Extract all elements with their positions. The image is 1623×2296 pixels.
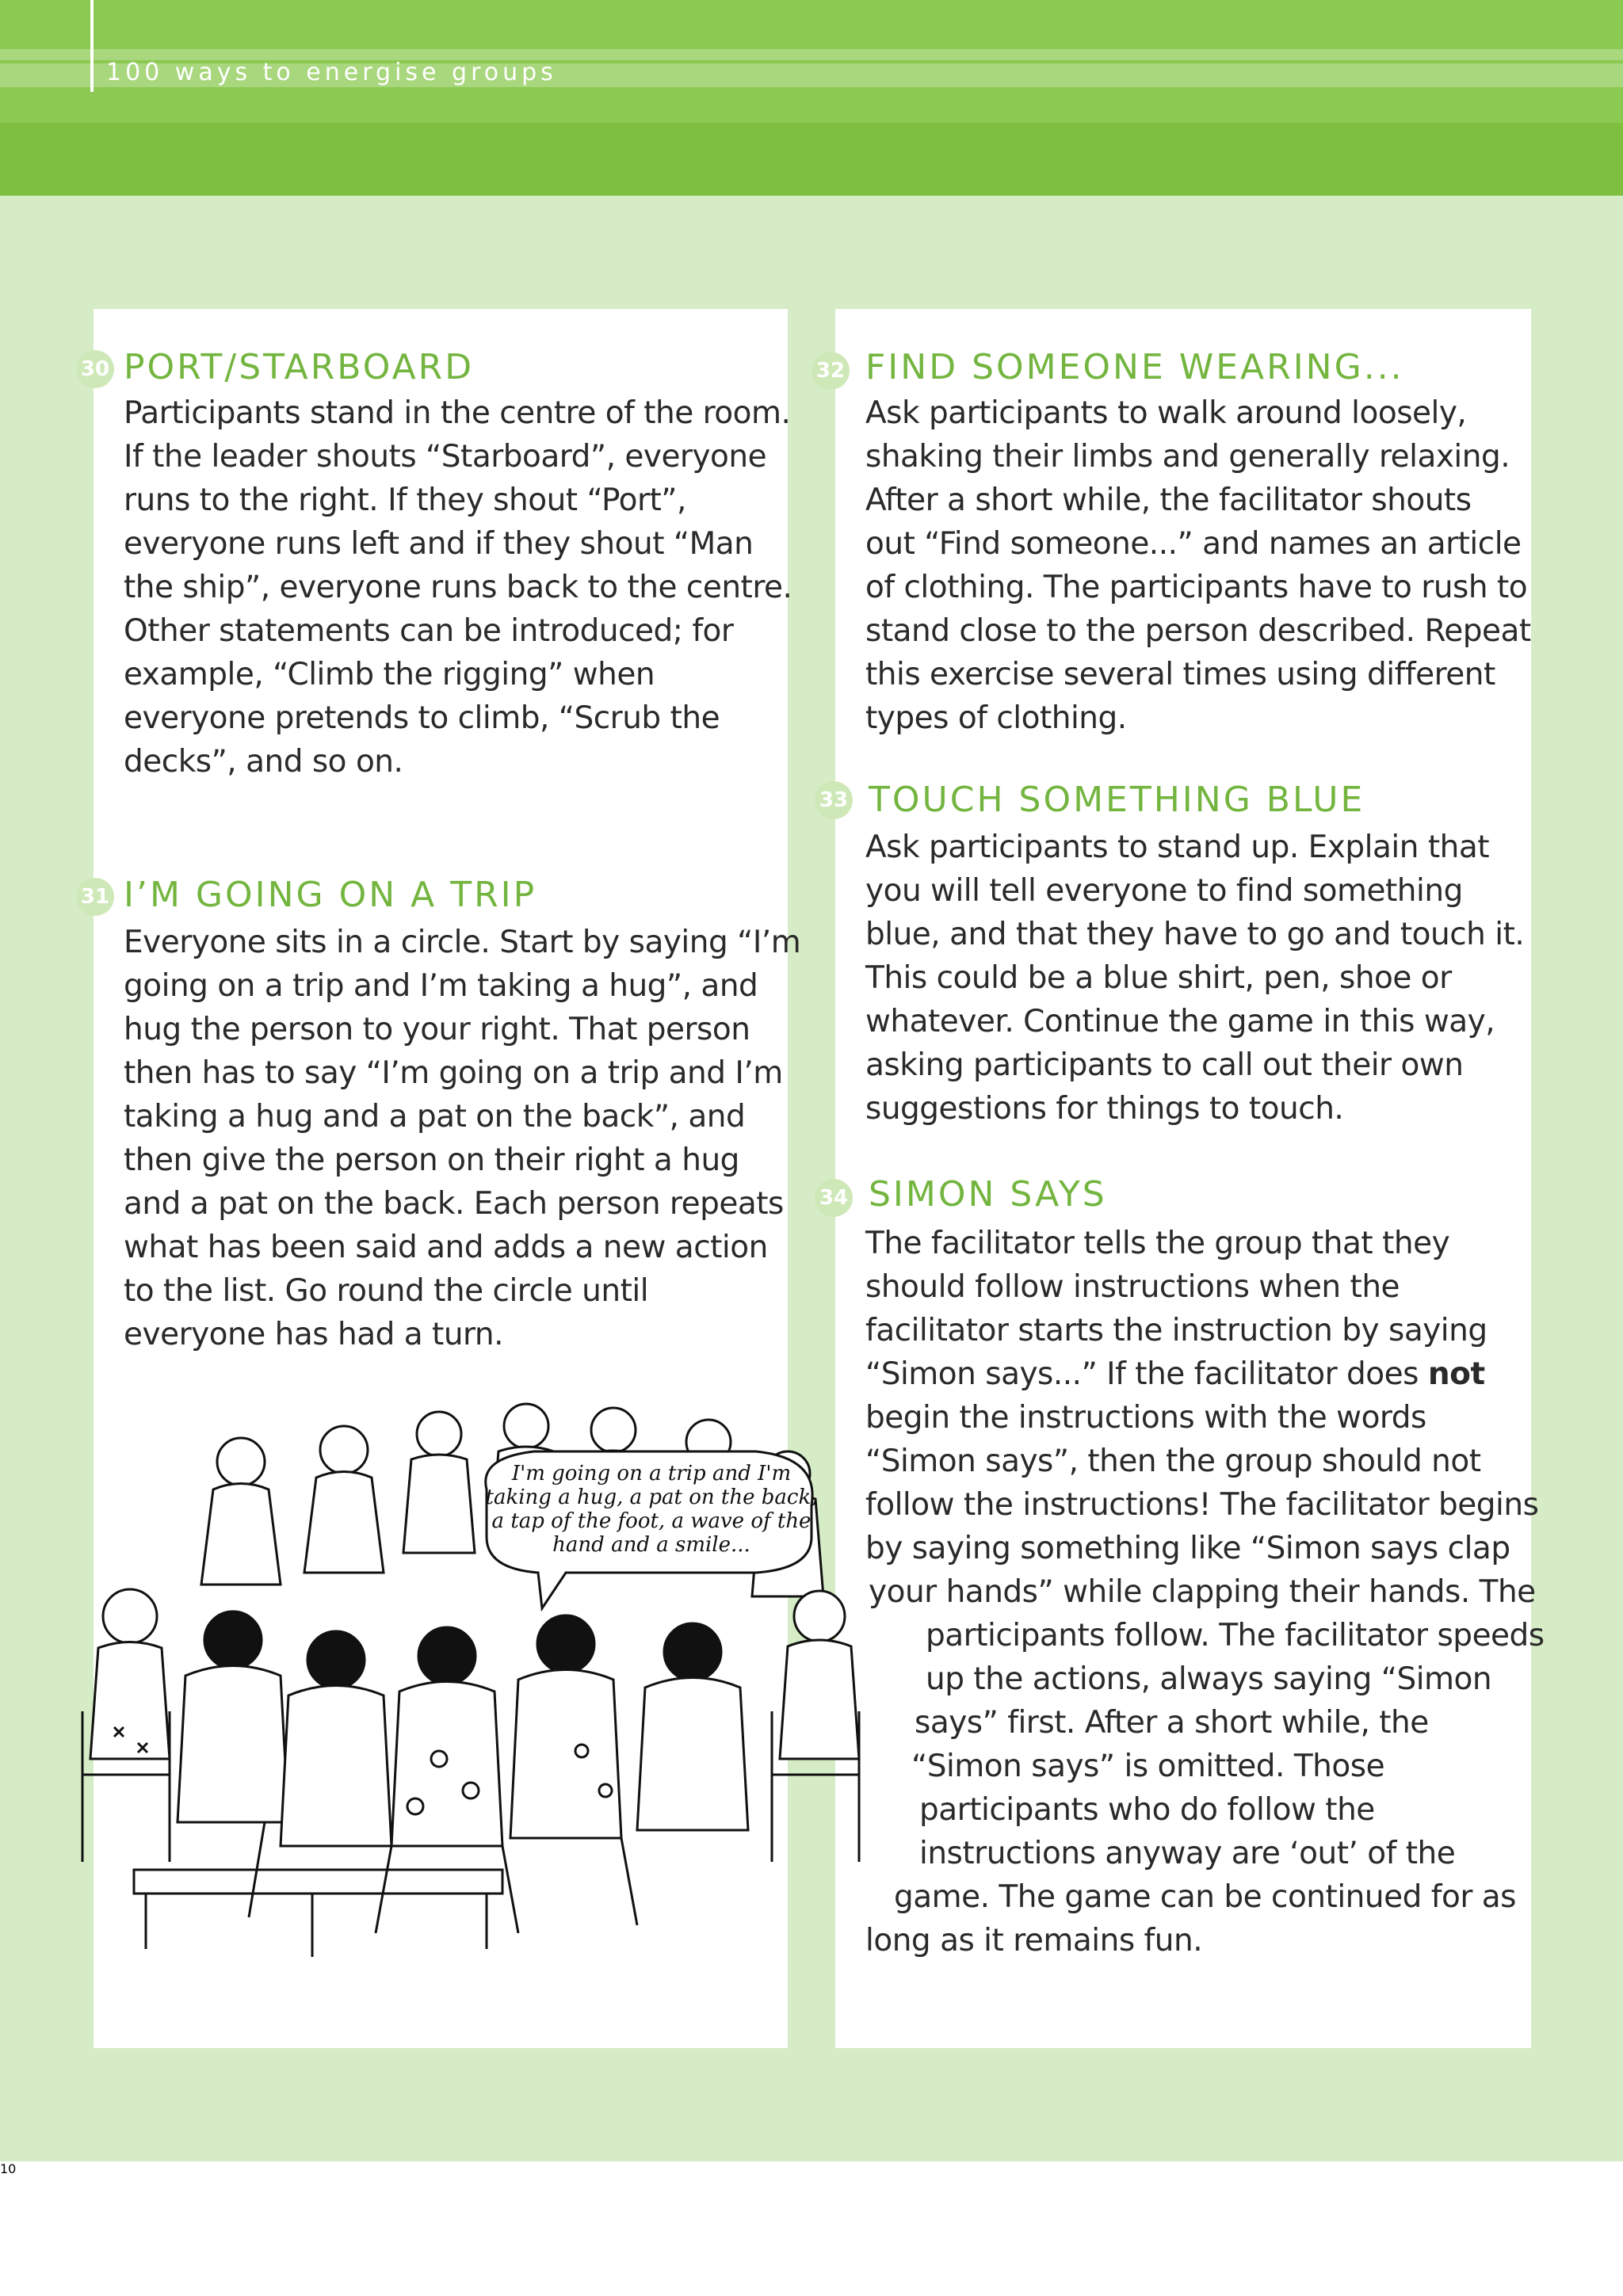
body-line: to the list. Go round the circle until <box>124 1273 649 1309</box>
body-line: your hands” while clapping their hands. The <box>869 1574 1536 1610</box>
emphasis-word: not <box>1427 1356 1485 1392</box>
body-line: going on a trip and I’m taking a hug”, and <box>124 968 758 1004</box>
body-line: this exercise several times using different <box>865 657 1495 692</box>
item-heading: FIND SOMEONE WEARING... <box>865 347 1404 387</box>
item-body <box>124 391 792 784</box>
body-line: participants follow. The facilitator speeds <box>926 1618 1545 1653</box>
body-line: asking participants to call out their own <box>865 1047 1464 1083</box>
group-circle-illustration <box>59 1379 922 1981</box>
body-line: shaking their limbs and generally relaxing. <box>865 439 1510 475</box>
body-line: instructions anyway are ‘out’ of the <box>919 1836 1456 1871</box>
body-line: what has been said and adds a new action <box>124 1230 768 1265</box>
page-number: 10 <box>0 2161 1623 2296</box>
bubble-line: a tap of the foot, a wave of the <box>491 1509 812 1533</box>
body-line: says” first. After a short while, the <box>915 1705 1429 1741</box>
item-body <box>124 921 800 1356</box>
header-stripe <box>0 123 1623 196</box>
body-line: “Simon says”, then the group should not <box>865 1444 1481 1479</box>
item-number-badge: 30 <box>76 350 114 388</box>
item-number-badge: 31 <box>76 878 114 916</box>
bubble-line: I'm going on a trip and I'm <box>511 1462 792 1486</box>
body-line: you will tell everyone to find something <box>865 873 1463 909</box>
body-line: whatever. Continue the game in this way, <box>865 1004 1495 1039</box>
body-line: by saying something like “Simon says clap <box>865 1531 1510 1566</box>
body-line: Everyone sits in a circle. Start by saying “I’m <box>124 925 801 960</box>
body-line: long as it remains fun. <box>865 1923 1203 1958</box>
body-line: After a short while, the facilitator shouts <box>865 482 1472 518</box>
body-line: the ship”, everyone runs back to the centre. <box>124 570 792 605</box>
body-line: types of clothing. <box>865 700 1127 736</box>
body-line: and a pat on the back. Each person repeats <box>124 1186 784 1222</box>
item-body <box>865 1222 1545 1962</box>
body-line: hug the person to your right. That person <box>124 1012 750 1047</box>
body-line: If the leader shouts “Starboard”, everyone <box>124 439 767 475</box>
body-line: then give the person on their right a hug <box>124 1142 739 1178</box>
body-line: everyone has had a turn. <box>124 1317 504 1352</box>
item-number-badge: 33 <box>815 781 853 819</box>
body-line: of clothing. The participants have to rush to <box>865 570 1528 605</box>
body-line: facilitator starts the instruction by saying <box>865 1313 1487 1348</box>
bubble-line: hand and a smile... <box>552 1533 750 1557</box>
body-line: up the actions, always saying “Simon <box>926 1661 1492 1697</box>
item-body <box>865 826 1524 1131</box>
body-line: decks”, and so on. <box>124 744 403 780</box>
header-divider <box>90 0 94 92</box>
body-line: then has to say “I’m going on a trip and I’m <box>124 1055 783 1091</box>
body-line: out “Find someone...” and names an article <box>865 526 1522 562</box>
body-line: game. The game can be continued for as <box>894 1879 1516 1915</box>
item-heading: TOUCH SOMETHING BLUE <box>869 780 1365 820</box>
body-line: “Simon says” is omitted. Those <box>911 1749 1385 1784</box>
item-number-badge: 34 <box>815 1179 853 1217</box>
body-line: runs to the right. If they shout “Port”, <box>124 482 686 518</box>
body-line: taking a hug and a pat on the back”, and <box>124 1099 746 1135</box>
body-line: everyone pretends to climb, “Scrub the <box>124 700 720 736</box>
body-line: participants who do follow the <box>919 1792 1375 1828</box>
item-heading: SIMON SAYS <box>869 1174 1107 1215</box>
body-line: The facilitator tells the group that they <box>865 1226 1450 1261</box>
body-text: “Simon says...” If the facilitator does <box>865 1356 1428 1392</box>
body-line: suggestions for things to touch. <box>865 1091 1344 1127</box>
item-heading: I’M GOING ON A TRIP <box>124 875 537 915</box>
item-heading: PORT/STARBOARD <box>124 347 475 387</box>
body-line: This could be a blue shirt, pen, shoe or <box>865 960 1452 996</box>
body-line: Other statements can be introduced; for <box>124 613 734 649</box>
body-line: blue, and that they have to go and touch it. <box>865 917 1525 952</box>
book-title: 100 ways to energise groups <box>106 59 557 86</box>
body-line: example, “Climb the rigging” when <box>124 657 655 692</box>
body-line: follow the instructions! The facilitator begins <box>865 1487 1539 1523</box>
body-line: Ask participants to stand up. Explain that <box>865 830 1490 865</box>
item-number-badge: 32 <box>812 352 850 390</box>
body-line: begin the instructions with the words <box>865 1400 1426 1436</box>
body-line: everyone runs left and if they shout “Man <box>124 526 754 562</box>
body-line: Participants stand in the centre of the room. <box>124 395 791 431</box>
bubble-line: taking a hug, a pat on the back, <box>485 1486 818 1509</box>
page-header <box>0 0 1623 196</box>
item-body <box>865 391 1531 740</box>
body-line: Ask participants to walk around loosely, <box>865 395 1467 431</box>
body-line: should follow instructions when the <box>865 1269 1400 1305</box>
body-line: stand close to the person described. Repeat <box>865 613 1531 649</box>
body-line-with-bold <box>865 1352 1545 1396</box>
